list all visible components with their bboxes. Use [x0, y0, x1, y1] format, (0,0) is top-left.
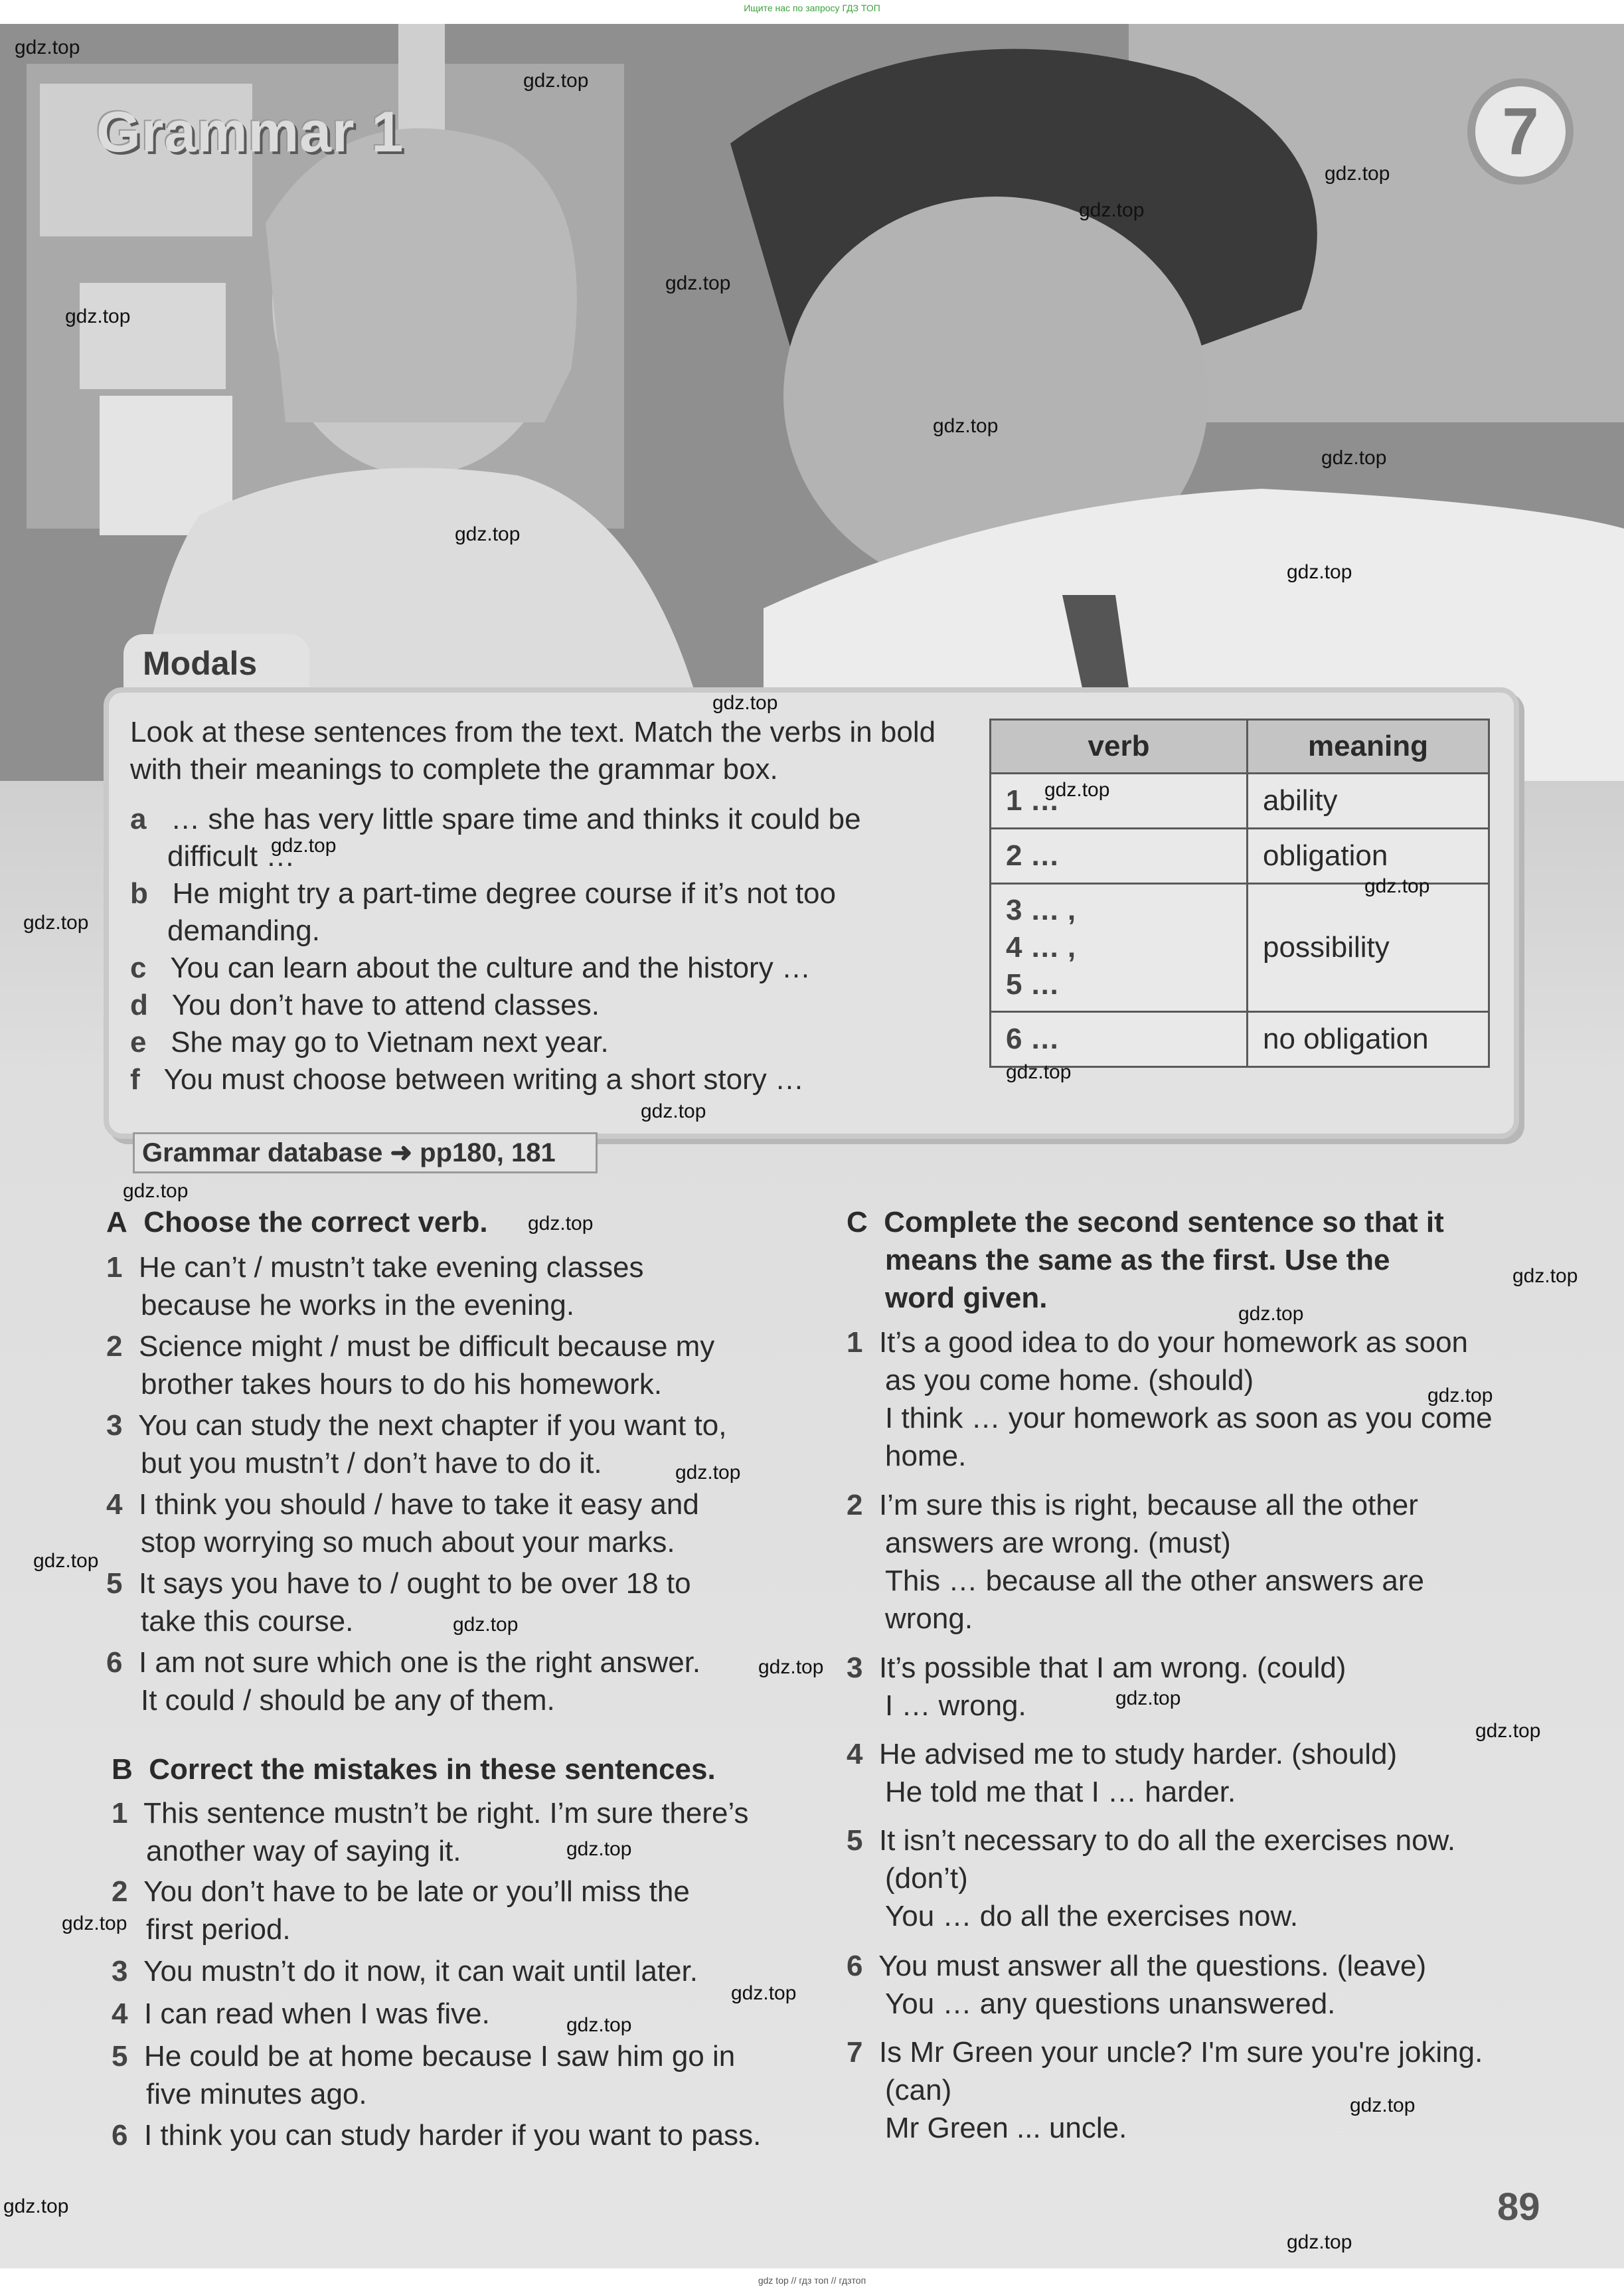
item-number: 3: [847, 1652, 863, 1684]
watermark: gdz.top: [675, 1462, 741, 1484]
example-text: You must choose between writing a short story …: [163, 1063, 804, 1096]
item-text: It isn’t necessary to do all the exercises now.: [878, 1824, 1456, 1857]
watermark: gdz.top: [1427, 1385, 1493, 1406]
example-a-cont: difficult …: [167, 840, 295, 873]
example-f: [130, 1061, 804, 1098]
section-letter: A: [106, 1206, 127, 1238]
item-text: Is Mr Green your uncle? I'm sure you're joking.: [878, 2036, 1483, 2069]
example-letter: d: [130, 989, 148, 1021]
section-a-item-4: [106, 1486, 803, 1561]
section-letter: B: [112, 1753, 133, 1786]
item-text: another way of saying it.: [146, 1835, 461, 1867]
modals-instruction: Look at these sentences from the text. Match the verbs in bold with their meanings to complete the grammar box.: [130, 716, 936, 786]
section-b-item-2: [112, 1873, 842, 1948]
watermark: gdz.top: [1321, 447, 1387, 469]
section-a-heading: [106, 1203, 488, 1241]
watermark: gdz.top: [712, 692, 778, 714]
example-a: [130, 801, 861, 838]
section-c-item-4: [847, 1735, 1590, 1811]
example-text: … she has very little spare time and thinks it could be: [171, 803, 861, 835]
watermark: gdz.top: [566, 2014, 632, 2036]
section-letter: C: [847, 1206, 868, 1238]
table-cell-verb: 2 …: [991, 829, 1248, 884]
item-number: 7: [847, 2036, 863, 2069]
example-letter: f: [130, 1063, 140, 1096]
example-text: You can learn about the culture and the history …: [170, 952, 811, 984]
section-c-item-6: [847, 1947, 1590, 2023]
item-number: 6: [112, 2119, 128, 2152]
item-text: You must answer all the questions. (leave): [878, 1950, 1427, 1982]
item-answer: Mr Green ... uncle.: [885, 2112, 1127, 2144]
grammar-database-link[interactable]: Grammar database ➜ pp180, 181: [142, 1138, 556, 1167]
section-b-item-5: [112, 2037, 842, 2113]
item-text: (don’t): [885, 1862, 968, 1895]
watermark: gdz.top: [271, 835, 337, 857]
item-text: Science might / must be difficult because my: [138, 1330, 715, 1363]
table-cell-meaning: possibility: [1248, 884, 1489, 1012]
item-answer: I think … your homework as soon as you come: [885, 1402, 1493, 1434]
item-number: 4: [847, 1738, 863, 1770]
section-c-item-7: [847, 2033, 1590, 2147]
bottom-note: gdz top // гдз топ // гдзтоп: [758, 2275, 866, 2286]
section-a-item-6: [106, 1644, 803, 1719]
table-header: verb: [991, 720, 1248, 774]
item-number: 2: [106, 1330, 123, 1363]
item-text: He could be at home because I saw him go in: [143, 2040, 736, 2073]
item-number: 2: [847, 1489, 863, 1521]
watermark: gdz.top: [455, 523, 521, 545]
watermark: gdz.top: [1287, 2231, 1352, 2253]
item-text: It’s a good idea to do your homework as soon: [878, 1326, 1469, 1359]
item-text: I can read when I was five.: [143, 1997, 490, 2030]
table-verb-line: 4 … ,: [1006, 931, 1076, 964]
item-text: first period.: [146, 1913, 291, 1946]
example-text: He might try a part-time degree course if it’s not too: [172, 877, 836, 910]
item-text: You don’t have to be late or you’ll miss the: [143, 1875, 690, 1908]
watermark: gdz.top: [1475, 1720, 1541, 1742]
item-number: 3: [112, 1955, 128, 1988]
item-answer: You … do all the exercises now.: [885, 1900, 1299, 1932]
watermark: gdz.top: [23, 912, 89, 934]
item-answer: This … because all the other answers are: [885, 1565, 1424, 1597]
watermark: gdz.top: [566, 1838, 632, 1860]
watermark: gdz.top: [1325, 163, 1390, 185]
section-c-heading: [847, 1203, 1544, 1317]
item-text: It says you have to / ought to be over 18 to: [138, 1567, 691, 1600]
watermark: gdz.top: [933, 415, 999, 437]
watermark: gdz.top: [758, 1656, 824, 1678]
item-text: You can study the next chapter if you want to,: [138, 1409, 727, 1442]
section-title: Correct the mistakes in these sentences.: [149, 1753, 716, 1786]
watermark: gdz.top: [1079, 199, 1145, 221]
table-row: [991, 884, 1489, 1012]
watermark: gdz.top: [1364, 875, 1430, 897]
table-row: [991, 1012, 1489, 1067]
example-e: [130, 1024, 609, 1061]
watermark: gdz.top: [1115, 1687, 1181, 1709]
watermark: gdz.top: [123, 1180, 189, 1202]
item-number: 3: [106, 1409, 123, 1442]
item-number: 1: [847, 1326, 863, 1359]
item-text: You mustn’t do it now, it can wait until later.: [143, 1955, 698, 1988]
watermark: gdz.top: [1512, 1265, 1578, 1287]
item-text: I think you can study harder if you want to pass.: [143, 2119, 762, 2152]
table-verb-line: 3 … ,: [1006, 894, 1076, 926]
example-b-cont: demanding.: [167, 914, 320, 947]
watermark: gdz.top: [3, 2195, 69, 2217]
item-text: This sentence mustn’t be right. I’m sure there’s: [143, 1797, 749, 1829]
table-cell-meaning: ability: [1248, 774, 1489, 829]
item-text: I am not sure which one is the right answer.: [138, 1646, 701, 1679]
item-text: It could / should be any of them.: [141, 1684, 555, 1717]
watermark: gdz.top: [453, 1614, 519, 1636]
item-number: 6: [847, 1950, 863, 1982]
section-a-item-2: [106, 1327, 803, 1403]
example-letter: a: [130, 803, 147, 835]
item-text: take this course.: [141, 1605, 354, 1638]
item-text: It’s possible that I am wrong. (could): [878, 1652, 1346, 1684]
example-letter: e: [130, 1026, 147, 1059]
table-cell-verb: 6 …: [991, 1012, 1248, 1067]
item-text: brother takes hours to do his homework.: [141, 1368, 663, 1401]
item-number: 5: [106, 1567, 123, 1600]
watermark: gdz.top: [62, 1912, 127, 1934]
item-number: 4: [106, 1488, 123, 1521]
section-c-item-3: [847, 1649, 1590, 1725]
table-cell-meaning: no obligation: [1248, 1012, 1489, 1067]
section-title: Complete the second sentence so that it: [884, 1206, 1444, 1238]
example-letter: b: [130, 877, 148, 910]
item-number: 6: [106, 1646, 123, 1679]
item-text: He can’t / mustn’t take evening classes: [138, 1251, 644, 1284]
item-number: 2: [112, 1875, 128, 1908]
item-answer: home.: [885, 1440, 967, 1472]
watermark: gdz.top: [528, 1213, 594, 1234]
section-b-item-1: [112, 1794, 842, 1870]
watermark: gdz.top: [731, 1982, 797, 2004]
example-b: [130, 875, 836, 912]
table-cell-verb: [991, 884, 1248, 1012]
example-letter: c: [130, 952, 147, 984]
example-text: You don’t have to attend classes.: [171, 989, 600, 1021]
watermark: gdz.top: [523, 70, 589, 92]
section-b-item-6: [112, 2116, 842, 2154]
unit-badge: 7: [1467, 78, 1574, 185]
watermark: gdz.top: [641, 1100, 706, 1122]
watermark: gdz.top: [1287, 561, 1352, 583]
example-d: [130, 987, 600, 1024]
modals-label: Modals: [143, 645, 258, 682]
item-text: I think you should / have to take it easy and: [138, 1488, 699, 1521]
table-cell-verb: 1 …: [991, 774, 1248, 829]
section-title: means the same as the first. Use the: [885, 1244, 1390, 1276]
watermark: gdz.top: [33, 1550, 99, 1572]
item-text: He advised me to study harder. (should): [878, 1738, 1398, 1770]
item-number: 1: [112, 1797, 128, 1829]
item-text: answers are wrong. (must): [885, 1527, 1231, 1559]
table-header-row: [991, 720, 1489, 774]
item-answer: I … wrong.: [885, 1689, 1026, 1722]
watermark: gdz.top: [65, 305, 131, 327]
page-number: 89: [1497, 2185, 1540, 2229]
section-a-item-1: [106, 1248, 803, 1324]
top-note: Ищите нас по запросу ГДЗ ТОП: [744, 3, 880, 13]
table-header: meaning: [1248, 720, 1489, 774]
item-text: stop worrying so much about your marks.: [141, 1526, 675, 1559]
watermark: gdz.top: [1044, 779, 1110, 801]
section-title: word given.: [885, 1282, 1048, 1314]
section-title: Choose the correct verb.: [143, 1206, 488, 1238]
item-text: but you mustn’t / don’t have to do it.: [141, 1447, 602, 1480]
watermark: gdz.top: [1238, 1303, 1304, 1325]
watermark: gdz.top: [1350, 2094, 1416, 2116]
item-text: I’m sure this is right, because all the other: [878, 1489, 1418, 1521]
item-number: 4: [112, 1997, 128, 2030]
item-text: because he works in the evening.: [141, 1289, 575, 1321]
example-text: She may go to Vietnam next year.: [171, 1026, 609, 1059]
page-title: Grammar 1: [96, 100, 404, 164]
watermark: gdz.top: [1006, 1061, 1072, 1083]
item-number: 5: [847, 1824, 863, 1857]
item-text: as you come home. (should): [885, 1364, 1254, 1397]
item-number: 1: [106, 1251, 123, 1284]
item-answer: You … any questions unanswered.: [885, 1988, 1336, 2020]
section-c-item-2: [847, 1486, 1590, 1638]
example-c: [130, 950, 811, 987]
section-c-item-5: [847, 1822, 1590, 1935]
item-answer: wrong.: [885, 1602, 973, 1635]
item-text: five minutes ago.: [146, 2078, 367, 2110]
item-text: (can): [885, 2074, 952, 2106]
table-cell-meaning: obligation: [1248, 829, 1489, 884]
table-verb-line: 5 …: [1006, 968, 1060, 1001]
watermark: gdz.top: [15, 37, 80, 58]
watermark: gdz.top: [665, 272, 731, 294]
item-answer: He told me that I … harder.: [885, 1776, 1236, 1808]
item-number: 5: [112, 2040, 128, 2073]
section-b-heading: [112, 1750, 716, 1788]
